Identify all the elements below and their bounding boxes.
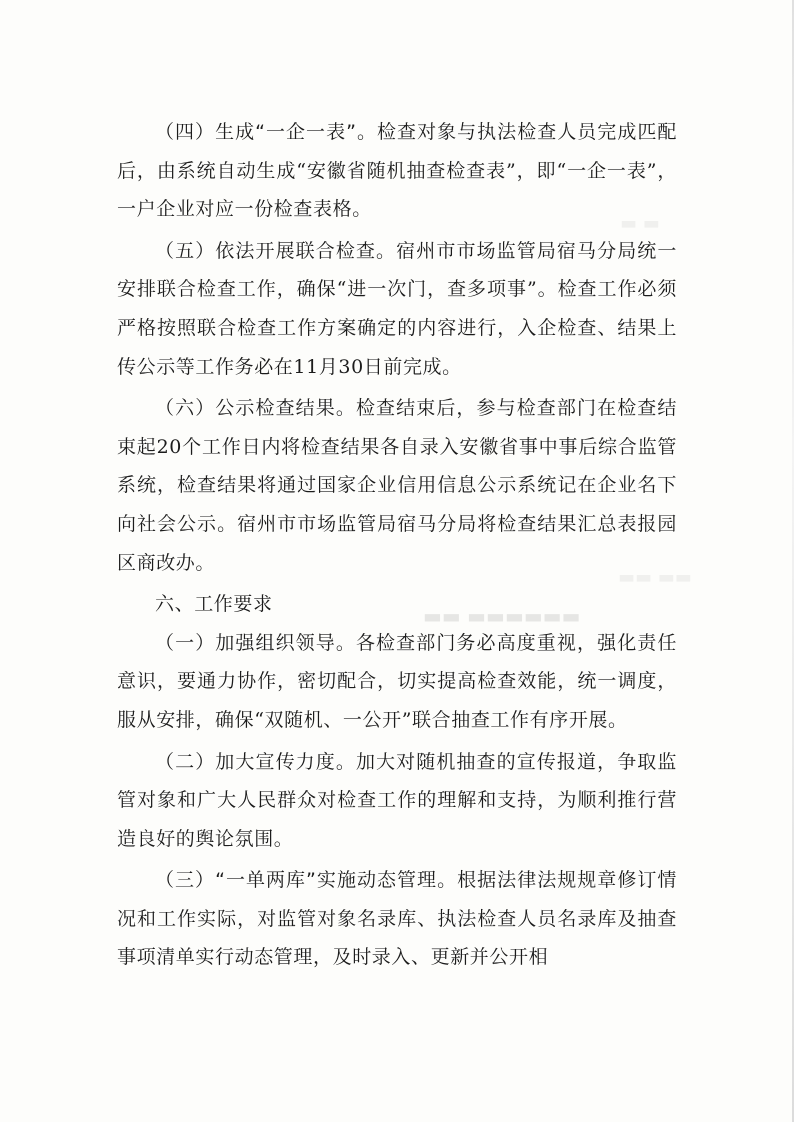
paragraph-body: 宿州市市场监管局宿马分局统一安排联合检查工作，确保“进一次门，查多项事”。检查工作必须严格按照联合检查工作方案确定的内容进行，入企检查、结果上传公示等工作务必在11月30日前完成。 (117, 239, 678, 378)
section-heading: 六、工作要求 (155, 593, 273, 616)
paragraph-body: 检查结束后，参与检查部门在检查结束起20个工作日内将检查结果各自录入安徽省事中事后综合监管系统，检查结果将通过国家企业信用信息公示系统记在企业名下向社会公示。宿州市市场监管局宿马分局将检查结果汇总表报园区商改办。 (117, 397, 677, 574)
paragraph-lead: （三）“一单两库”实施动态管理。 (155, 869, 458, 892)
paragraph-lead: （四）生成“一企一表”。 (155, 121, 378, 143)
paragraph-lead: （二）加大宣传力度。 (155, 750, 356, 773)
show-through-mark: ▬ ▬ (620, 213, 660, 234)
paragraph-publish-results (117, 389, 677, 582)
paragraph-joint-inspection (117, 232, 677, 386)
document-body (117, 113, 677, 977)
show-through-mark: ▬▬ ▬▬ (618, 567, 692, 588)
paragraph-publicity (117, 743, 677, 859)
paragraph-body: 检查对象与执法检查人员完成匹配后，由系统自动生成“安徽省随机抽查检查表”，即“一企一表”，一户企业对应一份检查表格。 (117, 121, 677, 221)
paragraph-leadership (117, 624, 677, 740)
paragraph-generate-form (117, 113, 677, 229)
paragraph-lead: （一）加强组织领导。 (155, 631, 356, 654)
paragraph-body: 各检查部门务必高度重视，强化责任意识，要通力协作，密切配合，切实提高检查效能，统一调度，服从安排，确保“双随机、一公开”联合抽查工作有序开展。 (117, 631, 677, 731)
paragraph-body: 根据法律法规规章修订情况和工作实际，对监管对象名录库、执法检查人员名录库及抽查事项清单实行动态管理，及时录入、更新并公开相 (117, 869, 677, 969)
paragraph-lead: （六）公示检查结果。 (155, 397, 356, 420)
paragraph-lead: （五）依法开展联合检查。 (155, 239, 397, 262)
paragraph-body: 加大对随机抽查的宣传报道，争取监管对象和广大人民群众对检查工作的理解和支持，为顺利推行营造良好的舆论氛围。 (117, 750, 677, 850)
paragraph-dynamic-management (117, 861, 677, 977)
show-through-mark: ▬▬ ▬▬▬▬▬▬ (423, 604, 581, 628)
